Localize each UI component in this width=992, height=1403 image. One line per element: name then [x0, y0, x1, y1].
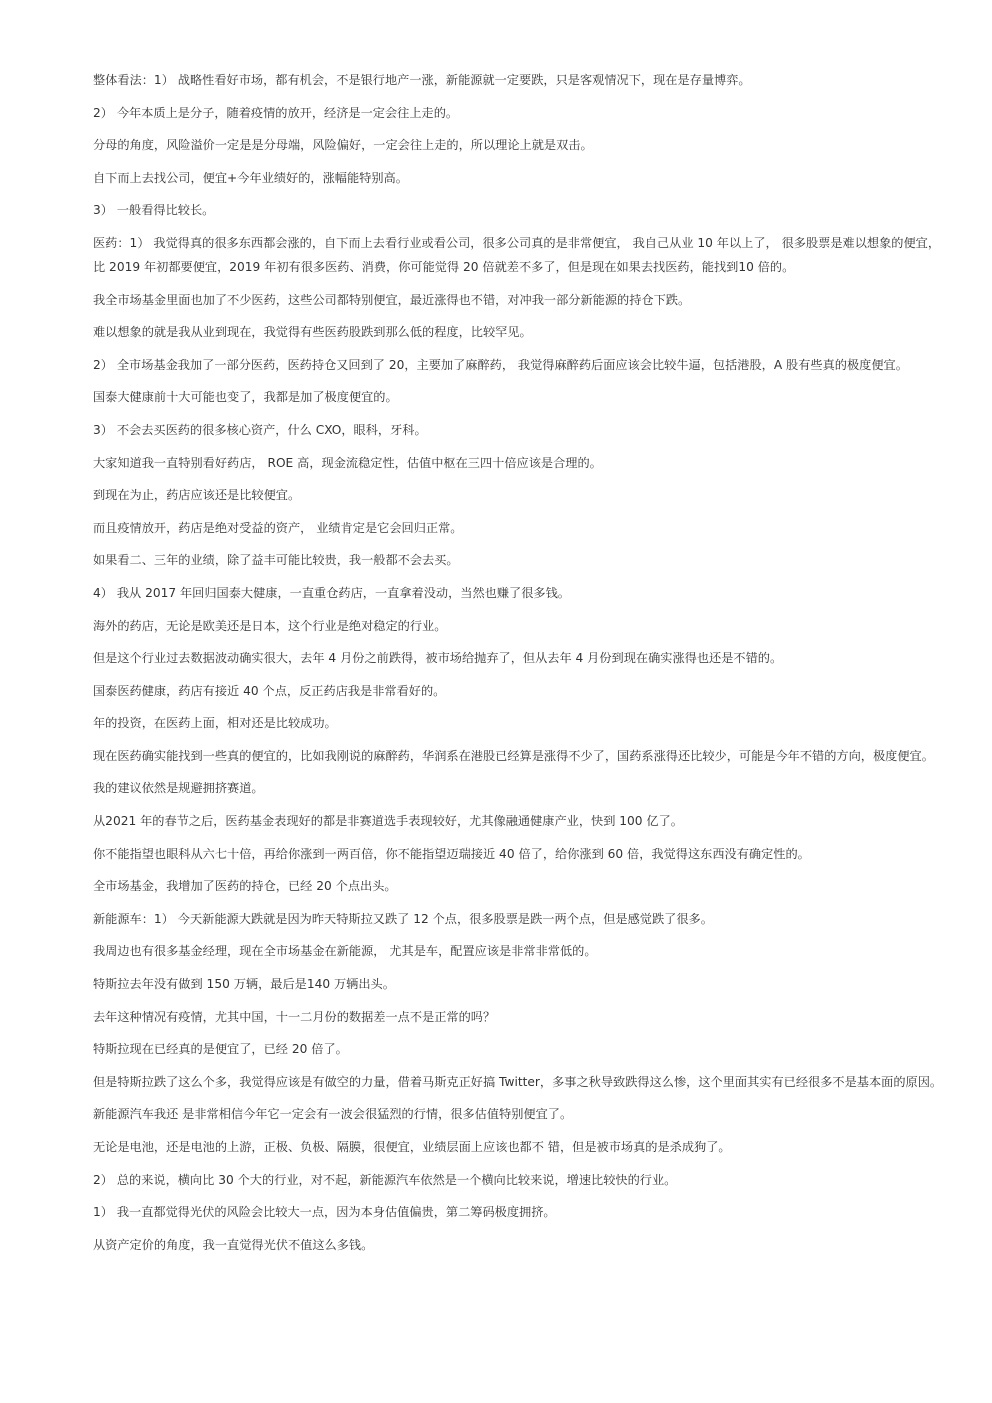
paragraph: 大家知道我一直特别看好药店， ROE 高，现金流稳定性，估值中枢在三四十倍应该是合理的。	[93, 455, 602, 470]
paragraph: 去年这种情况有疫情，尤其中国，十一二月份的数据差一点不是正常的吗？	[93, 1009, 496, 1024]
paragraph: 2） 今年本质上是分子，随着疫情的放开，经济是一定会往上走的。	[93, 105, 459, 120]
paragraph: 1） 我一直都觉得光伏的风险会比较大一点，因为本身估值偏贵，第二筹码极度拥挤。	[93, 1205, 556, 1220]
paragraph: 难以想象的就是我从业到现在，我觉得有些医药股跌到那么低的程度，比较罕见。	[93, 325, 532, 340]
paragraph: 从2021 年的春节之后，医药基金表现好的都是非赛道选手表现较好，尤其像融通健康产业，快到 100 亿了。	[93, 814, 683, 829]
paragraph: 海外的药店，无论是欧美还是日本，这个行业是绝对稳定的行业。	[93, 618, 447, 633]
paragraph: 但是这个行业过去数据波动确实很大，去年 4 月份之前跌得，被市场给抛弃了，但从去年 4 月份到现在确实涨得也还是不错的。	[93, 651, 783, 666]
paragraph: 国泰大健康前十大可能也变了，我都是加了极度便宜的。	[93, 390, 398, 405]
paragraph-new-energy-vehicles-section: 新能源车：1） 今天新能源大跌就是因为昨天特斯拉又跌了 12 个点，很多股票是跌一两个点，但是感觉跌了很多。	[93, 911, 713, 926]
paragraph: 特斯拉现在已经真的是便宜了，已经 20 倍了。	[93, 1042, 348, 1057]
paragraph: 分母的角度，风险溢价一定是是分母端，风险偏好，一定会往上走的，所以理论上就是双击。	[93, 138, 593, 153]
paragraph: 但是特斯拉跌了这么个多，我觉得应该是有做空的力量，借着马斯克正好搞 Twitter，多事之秋导致跌得这么惨，这个里面其实有已经很多不是基本面的原因。	[93, 1074, 943, 1089]
paragraph: 你不能指望也眼科从六七十倍，再给你涨到一两百倍，你不能指望迈瑞接近 40 倍了，给你涨到 60 倍，我觉得这东西没有确定性的。	[93, 846, 810, 861]
paragraph: 2） 全市场基金我加了一部分医药，医药持仓又回到了 20，主要加了麻醉药， 我觉得麻醉药后面应该会比较牛逼，包括港股，A 股有些真的极度便宜。	[93, 357, 908, 372]
paragraph: 自下而上去找公司，便宜+今年业绩好的，涨幅能特别高。	[93, 170, 408, 185]
paragraph: 3） 一般看得比较长。	[93, 203, 215, 218]
paragraph: 新能源汽车我还 是非常相信今年它一定会有一波会很猛烈的行情，很多估值特别便宜了。	[93, 1107, 573, 1122]
paragraph: 2） 总的来说，横向比 30 个大的行业，对不起，新能源汽车依然是一个横向比较来说，增速比较快的行业。	[93, 1172, 677, 1187]
paragraph: 如果看二、三年的业绩，除了益丰可能比较贵，我一般都不会去买。	[93, 553, 459, 568]
paragraph: 无论是电池，还是电池的上游，正极、负极、隔膜，很便宜，业绩层面上应该也都不 错，但是被市场真的是杀成狗了。	[93, 1140, 731, 1154]
paragraph: 国泰医药健康，药店有接近 40 个点，反正药店我是非常看好的。	[93, 683, 446, 698]
paragraph-pharma-section: 医药：1） 我觉得真的很多东西都会涨的，自下而上去看行业或看公司，很多公司真的是非常便宜， 我自己从业 10 年以上了， 很多股票是难以想象的便宜， 比 2019 年初都要便宜，2019 年初有很多医药、消费，你可能觉得 20 倍就差不多了，但是现在如果去找医药，能找到10 倍的。	[93, 235, 941, 274]
paragraph: 从资产定价的角度，我一直觉得光伏不值这么多钱。	[93, 1237, 374, 1252]
paragraph: 我周边也有很多基金经理，现在全市场基金在新能源， 尤其是车，配置应该是非常非常低的。	[93, 944, 597, 959]
paragraph: 特斯拉去年没有做到 150 万辆，最后是140 万辆出头。	[93, 977, 395, 992]
paragraph: 年的投资，在医药上面，相对还是比较成功。	[93, 716, 337, 731]
paragraph: 3） 不会去买医药的很多核心资产，什么 CXO，眼科，牙科。	[93, 422, 427, 437]
paragraph: 现在医药确实能找到一些真的便宜的，比如我刚说的麻醉药，华润系在港股已经算是涨得不少了，国药系涨得还比较少，可能是今年不错的方向，极度便宜。	[93, 748, 934, 763]
paragraph: 我的建议依然是规避拥挤赛道。	[93, 781, 264, 796]
paragraph-overall-view: 整体看法：1） 战略性看好市场，都有机会，不是银行地产一涨，新能源就一定要跌，只是客观情况下，现在是存量博弈。	[93, 73, 751, 87]
document-body	[93, 68, 943, 1265]
paragraph: 4） 我从 2017 年回归国泰大健康，一直重仓药店，一直拿着没动，当然也赚了很多钱。	[93, 585, 570, 600]
paragraph: 全市场基金，我增加了医药的持仓，已经 20 个点出头。	[93, 879, 397, 894]
paragraph: 我全市场基金里面也加了不少医药，这些公司都特别便宜，最近涨得也不错，对冲我一部分新能源的持仓下跌。	[93, 292, 691, 307]
paragraph: 而且疫情放开，药店是绝对受益的资产， 业绩肯定是它会回归正常。	[93, 520, 463, 535]
paragraph: 到现在为止，药店应该还是比较便宜。	[93, 488, 301, 503]
